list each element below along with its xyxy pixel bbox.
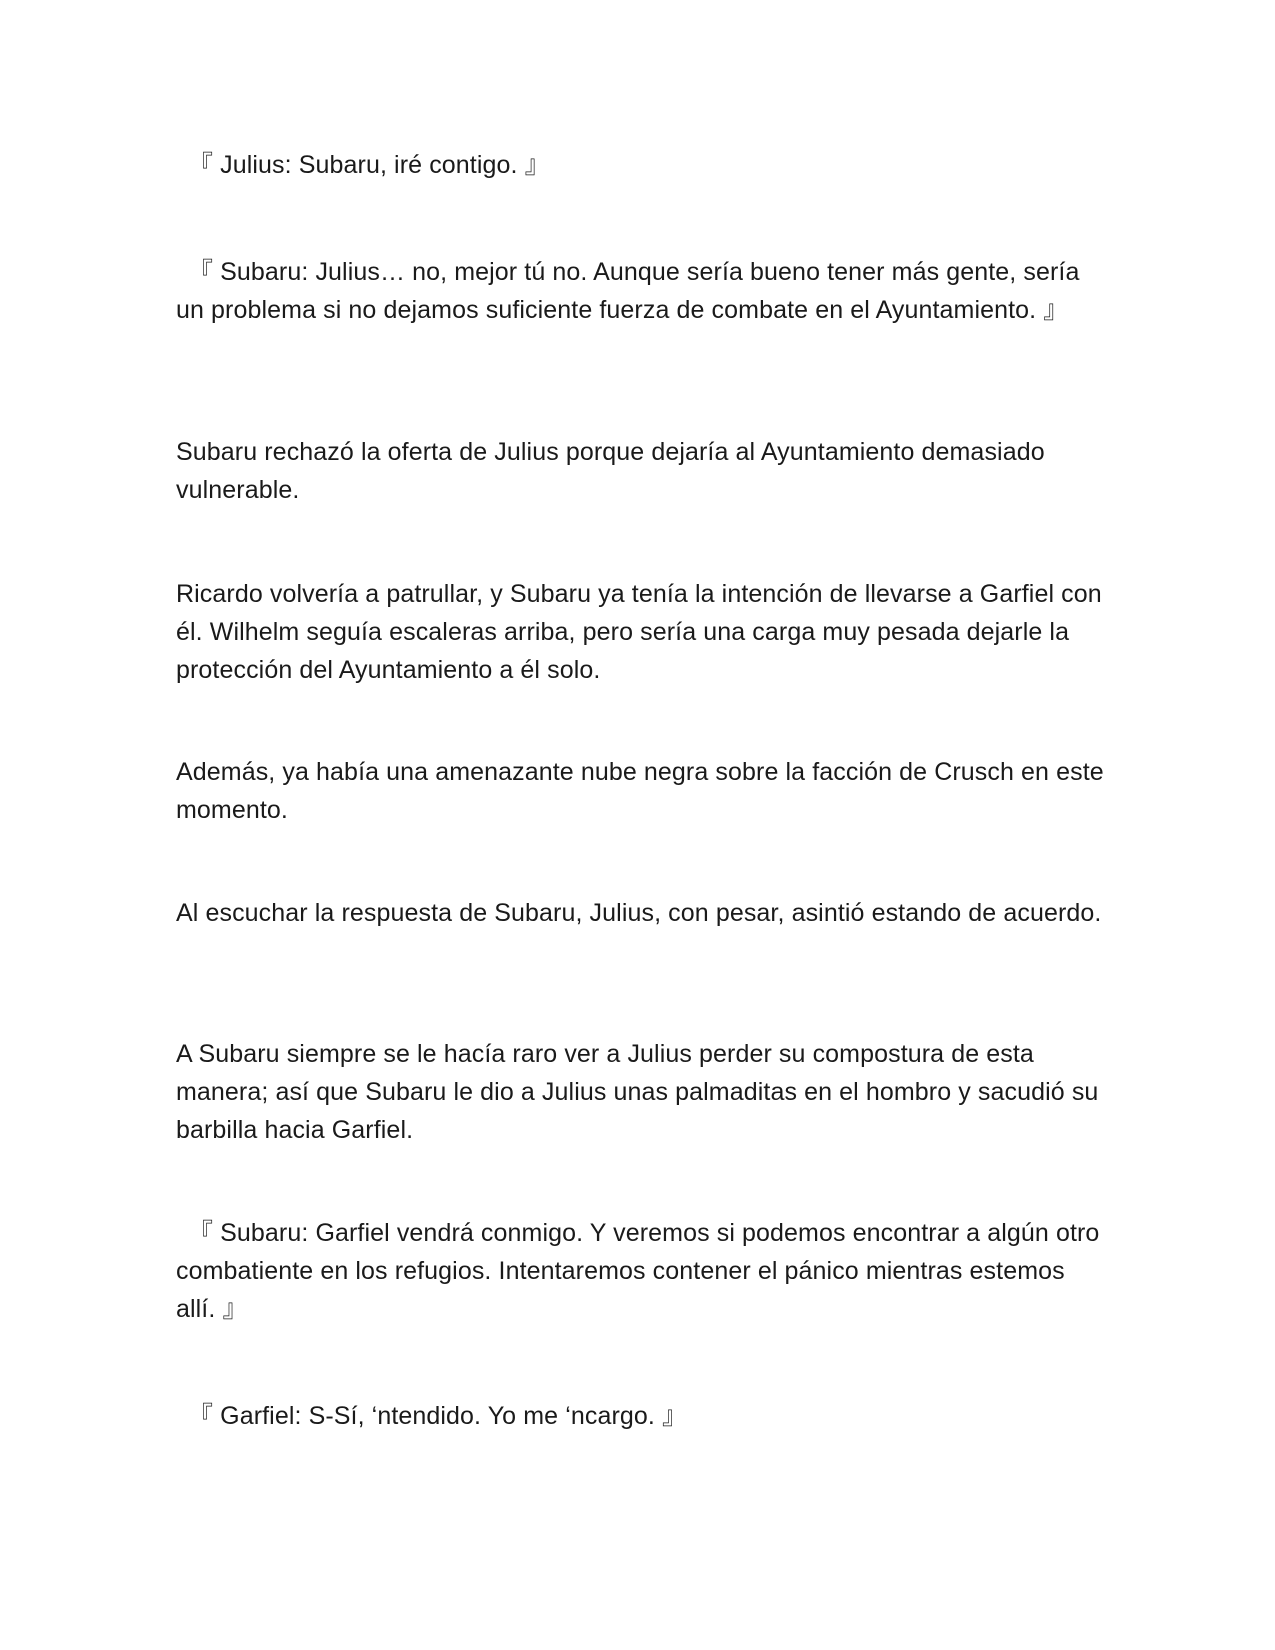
paragraph-narration-rejection: Subaru rechazó la oferta de Julius porque dejaría al Ayuntamiento demasiado vulnerable.: [176, 438, 1045, 504]
paragraph-julius-offer: 『 Julius: Subaru, iré contigo. 』: [188, 151, 550, 179]
paragraph-narration-shoulder: A Subaru siempre se le hacía raro ver a Julius perder su compostura de esta manera; así que Subaru le dio a Julius unas palmaditas en el hombro y sacudió su barbilla hacia Garfiel.: [176, 1040, 1099, 1144]
paragraph-subaru-refusal: 『 Subaru: Julius… no, mejor tú no. Aunque sería bueno tener más gente, sería un problema si no dejamos suficiente fuerza de combate en el Ayuntamiento. 』: [176, 258, 1080, 324]
paragraph-garfiel-reply: 『 Garfiel: S-Sí, ‘ntendido. Yo me ‘ncargo. 』: [188, 1402, 688, 1430]
paragraph-narration-agreement: Al escuchar la respuesta de Subaru, Julius, con pesar, asintió estando de acuerdo.: [176, 899, 1102, 927]
paragraph-subaru-garfiel: 『 Subaru: Garfiel vendrá conmigo. Y veremos si podemos encontrar a algún otro combatiente en los refugios. Intentaremos contener el pánico mientras estemos allí. 』: [176, 1219, 1100, 1323]
paragraph-narration-ricardo: Ricardo volvería a patrullar, y Subaru ya tenía la intención de llevarse a Garfiel con él. Wilhelm seguía escaleras arriba, pero sería una carga muy pesada dejarle la protección del Ayuntamiento a él solo.: [176, 580, 1102, 684]
paragraph-narration-cloud: Además, ya había una amenazante nube negra sobre la facción de Crusch en este momento.: [176, 758, 1104, 824]
